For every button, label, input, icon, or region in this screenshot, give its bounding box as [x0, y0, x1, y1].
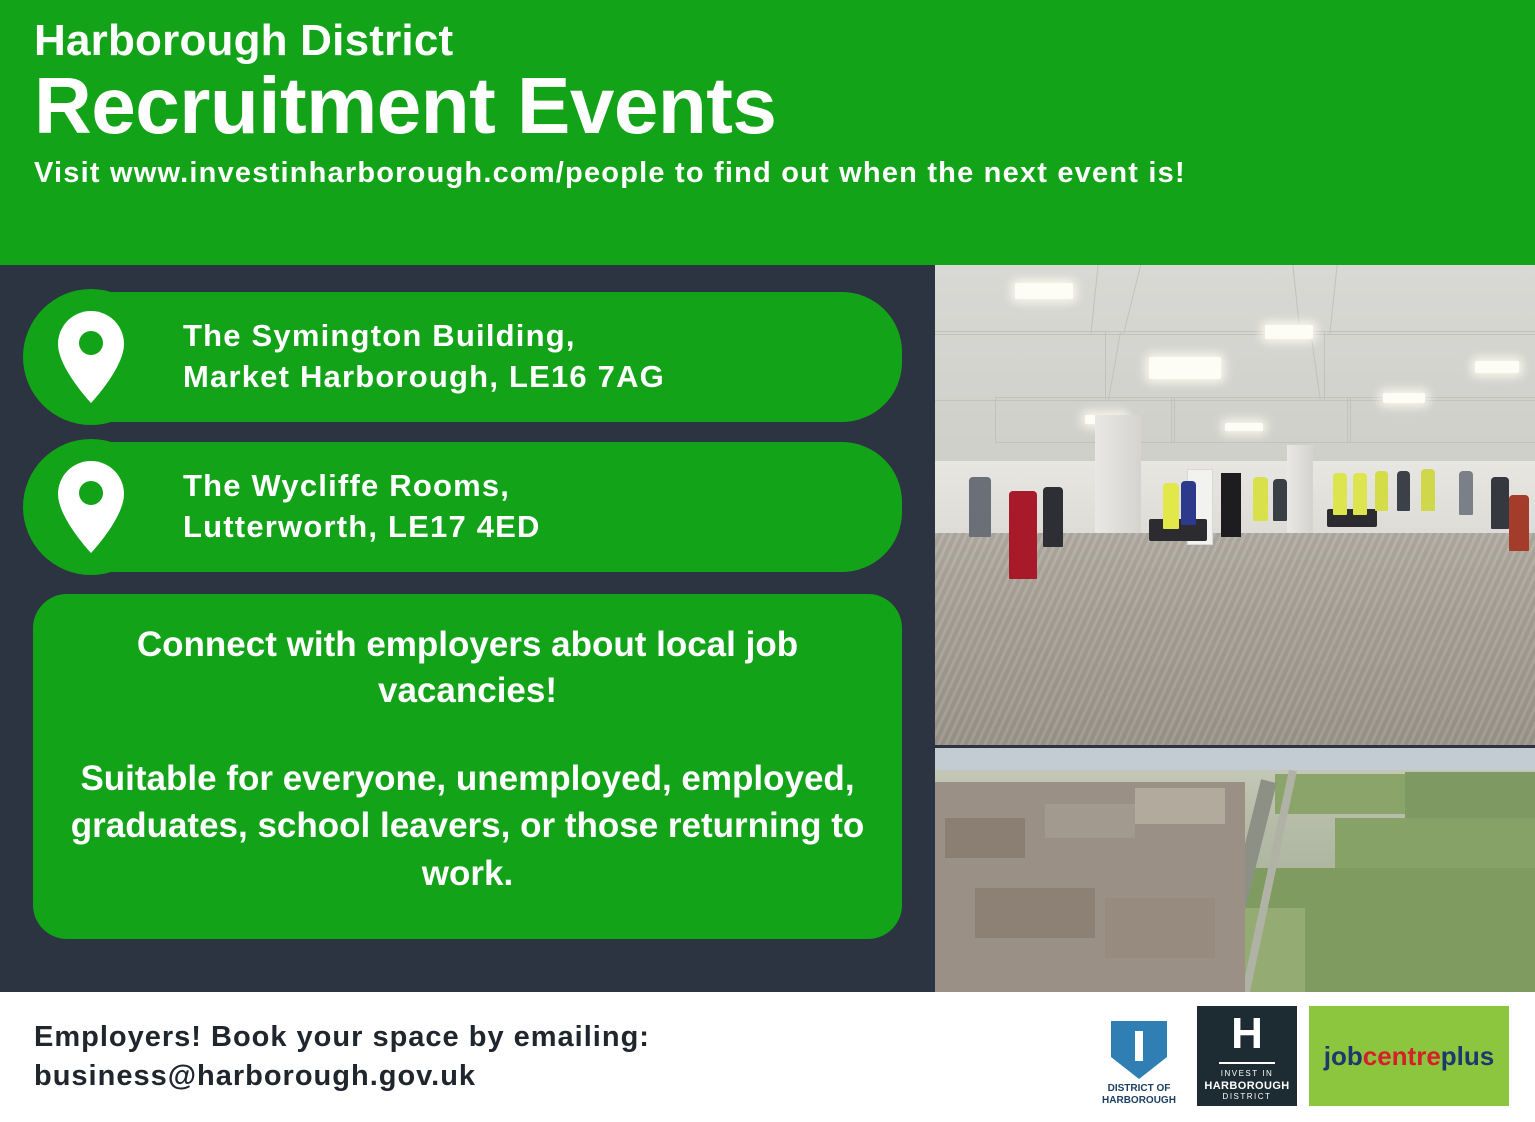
map-pin-icon — [23, 289, 159, 425]
attendee — [1181, 481, 1196, 525]
photo-aerial-view-town-and-motorway — [935, 748, 1535, 992]
ceiling — [935, 265, 1535, 465]
attendee — [969, 477, 991, 537]
divider — [1219, 1062, 1275, 1064]
attendee — [1509, 495, 1529, 551]
attendee — [1459, 471, 1473, 515]
location-text — [183, 316, 665, 398]
footer-email: business@harborough.gov.uk — [34, 1060, 477, 1093]
info-body: Suitable for everyone, unemployed, employed, graduates, school leavers, or those returning to work. — [70, 759, 865, 893]
crest-icon — [1111, 1021, 1167, 1079]
attendee-hi-vis — [1353, 473, 1367, 515]
poster-header — [0, 0, 1535, 265]
district-of-harborough-logo — [1093, 1006, 1185, 1106]
location-line-2: Lutterworth, LE17 4ED — [183, 509, 541, 544]
poster-footer — [0, 992, 1535, 1122]
map-pin-icon — [23, 439, 159, 575]
jcp-part-3: plus — [1440, 1040, 1495, 1071]
partner-logos — [1093, 1006, 1509, 1106]
location-line-1: The Symington Building, — [183, 318, 576, 354]
info-card — [33, 594, 902, 939]
attendee-hi-vis — [1333, 473, 1347, 515]
location-line-1: The Wycliffe Rooms, — [183, 468, 511, 504]
dh-logo-line-1: DISTRICT OF — [1107, 1083, 1171, 1094]
location-card-symington — [33, 292, 902, 422]
footer-line-1: Employers! Book your space by emailing: — [34, 1021, 650, 1053]
attendee — [1273, 479, 1287, 521]
attendee — [1043, 487, 1063, 547]
attendee-hi-vis — [1375, 471, 1388, 511]
photo-recruitment-event-indoor-hall — [935, 265, 1535, 745]
invest-in-harborough-district-logo — [1197, 1006, 1297, 1106]
iih-logo-line-2: HARBOROUGH — [1204, 1079, 1290, 1092]
jcp-part-2: centre — [1362, 1040, 1441, 1071]
attendee — [1397, 471, 1410, 511]
jcp-part-1: job — [1323, 1040, 1363, 1071]
dh-logo-line-2: HARBOROUGH — [1102, 1094, 1176, 1106]
attendee — [1009, 491, 1037, 579]
attendee-hi-vis — [1163, 483, 1179, 529]
attendee — [1491, 477, 1509, 529]
location-text — [183, 466, 541, 548]
aerial-scene — [935, 748, 1535, 992]
location-card-wycliffe — [33, 442, 902, 572]
horizon-sky — [935, 748, 1535, 770]
location-line-2: Market Harborough, LE16 7AG — [183, 359, 665, 394]
header-subtitle: Harborough District — [34, 16, 454, 65]
page-title: Recruitment Events — [34, 61, 777, 151]
iih-logo-line-3: DISTRICT — [1222, 1091, 1272, 1101]
left-content-panel — [0, 265, 935, 992]
jobcentre-plus-logo — [1309, 1006, 1509, 1106]
attendee-hi-vis — [1421, 469, 1435, 511]
iih-logo-mark: H — [1231, 1008, 1263, 1058]
iih-logo-line-1: INVEST IN — [1220, 1068, 1274, 1078]
info-headline: Connect with employers about local job vacancies! — [136, 625, 799, 710]
header-visit-line: Visit www.investinharborough.com/people to find out when the next event is! — [34, 157, 1186, 190]
attendee-hi-vis — [1253, 477, 1268, 521]
exhibition-banner-dark — [1221, 473, 1241, 537]
